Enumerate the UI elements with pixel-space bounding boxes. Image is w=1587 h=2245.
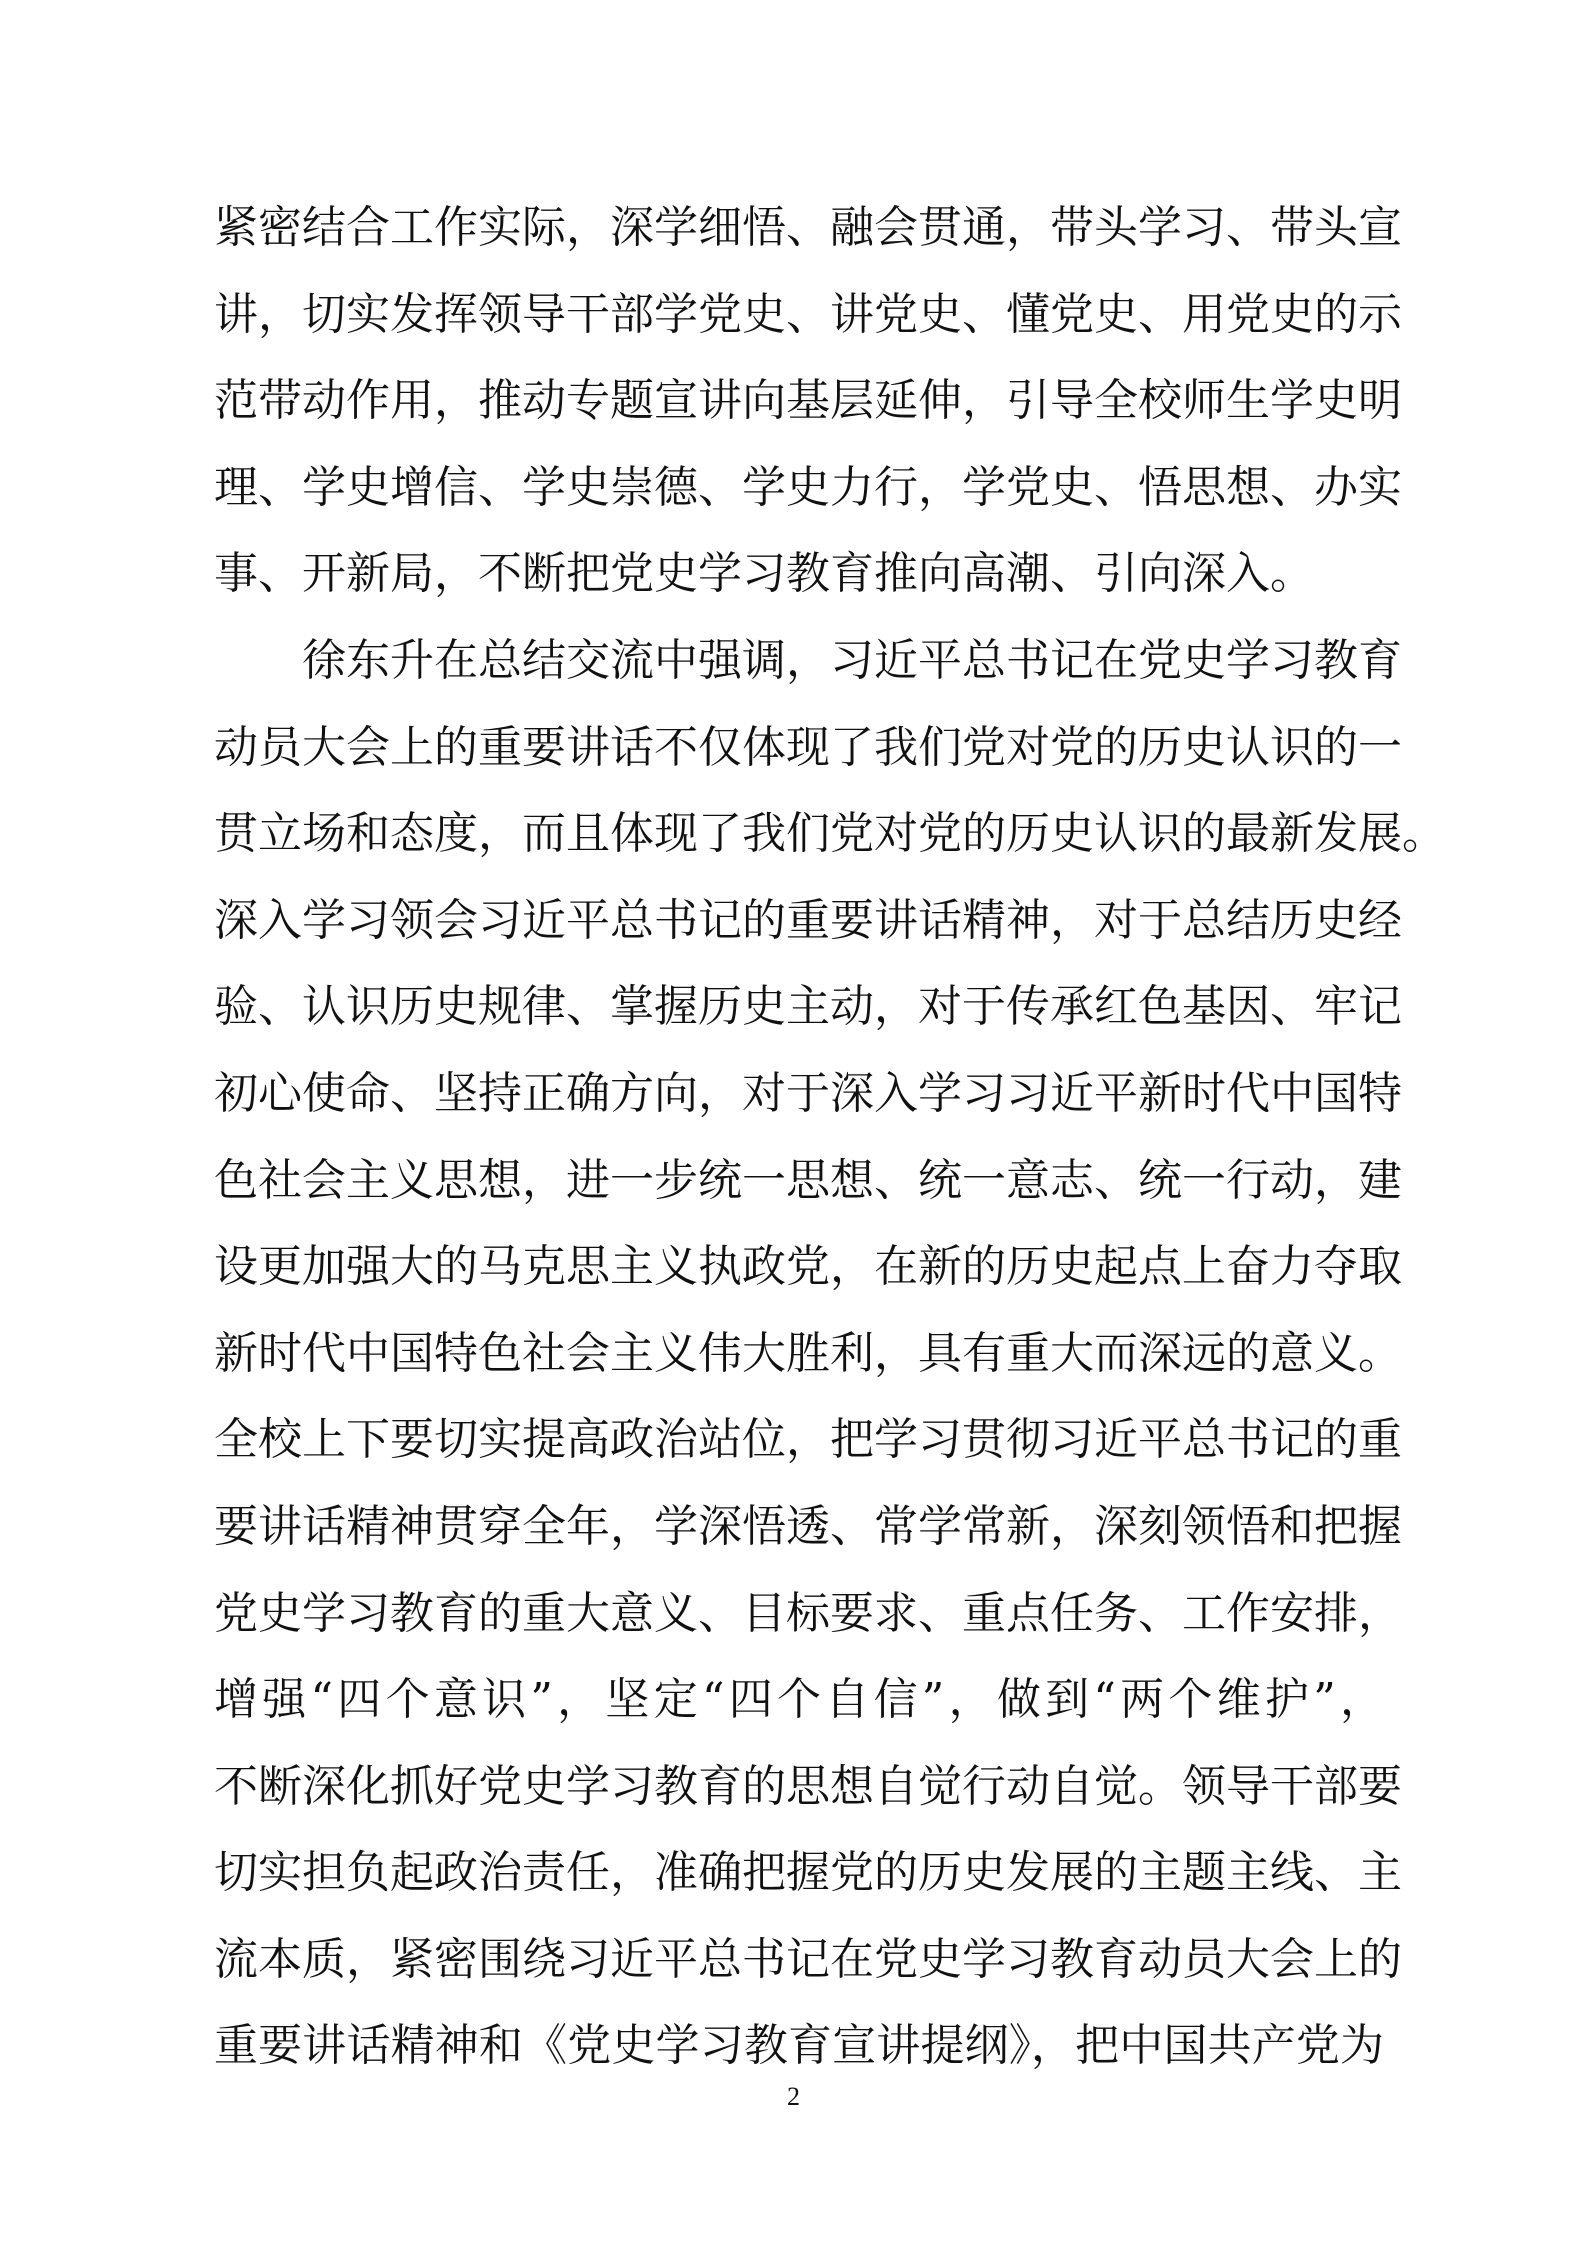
text-line: 要讲话精神贯穿全年，学深悟透、常学常新，深刻领悟和把握 xyxy=(214,1500,1402,1552)
text-line: 重要讲话精神和《党史学习教育宣讲提纲》，把中国共产党为 xyxy=(214,2020,1384,2072)
text-line: 增强“四个意识”，坚定“四个自信”，做到“两个维护”， xyxy=(214,1674,1384,1726)
text-line: 讲，切实发挥领导干部学党史、讲党史、懂党史、用党史的示 xyxy=(214,288,1402,340)
text-line: 贯立场和态度，而且体现了我们党对党的历史认识的最新发展。 xyxy=(214,808,1446,860)
text-line: 设更加强大的马克思主义执政党，在新的历史起点上奋力夺取 xyxy=(214,1241,1402,1293)
paragraph-first-line: 徐东升在总结交流中强调，习近平总书记在党史学习教育 xyxy=(302,634,1402,686)
text-line: 验、认识历史规律、掌握历史主动，对于传承红色基因、牢记 xyxy=(214,981,1402,1033)
text-line: 紧密结合工作实际，深学细悟、融会贯通，带头学习、带头宣 xyxy=(214,202,1402,253)
text-line: 全校上下要切实提高政治站位，把学习贯彻习近平总书记的重 xyxy=(214,1414,1402,1466)
text-line: 党史学习教育的重大意义、目标要求、重点任务、工作安排， xyxy=(214,1587,1402,1639)
text-line: 切实担负起政治责任，准确把握党的历史发展的主题主线、主 xyxy=(214,1847,1402,1899)
text-line: 色社会主义思想，进一步统一思想、统一意志、统一行动，建 xyxy=(214,1154,1402,1206)
body-text xyxy=(214,185,1446,2090)
page-number: 2 xyxy=(787,2082,800,2111)
text-line: 新时代中国特色社会主义伟大胜利，具有重大而深远的意义。 xyxy=(214,1327,1402,1379)
text-line: 不断深化抓好党史学习教育的思想自觉行动自觉。领导干部要 xyxy=(214,1760,1402,1812)
text-line: 初心使命、坚持正确方向，对于深入学习习近平新时代中国特 xyxy=(214,1067,1402,1119)
text-line: 深入学习领会习近平总书记的重要讲话精神，对于总结历史经 xyxy=(214,894,1402,946)
text-line: 事、开新局，不断把党史学习教育推向高潮、引向深入。 xyxy=(214,548,1314,600)
text-line: 动员大会上的重要讲话不仅体现了我们党对党的历史认识的一 xyxy=(214,721,1402,773)
text-line: 理、学史增信、学史崇德、学史力行，学党史、悟思想、办实 xyxy=(214,461,1402,513)
text-line: 范带动作用，推动专题宣讲向基层延伸，引导全校师生学史明 xyxy=(214,375,1402,427)
text-line: 流本质，紧密围绕习近平总书记在党史学习教育动员大会上的 xyxy=(214,1933,1402,1985)
